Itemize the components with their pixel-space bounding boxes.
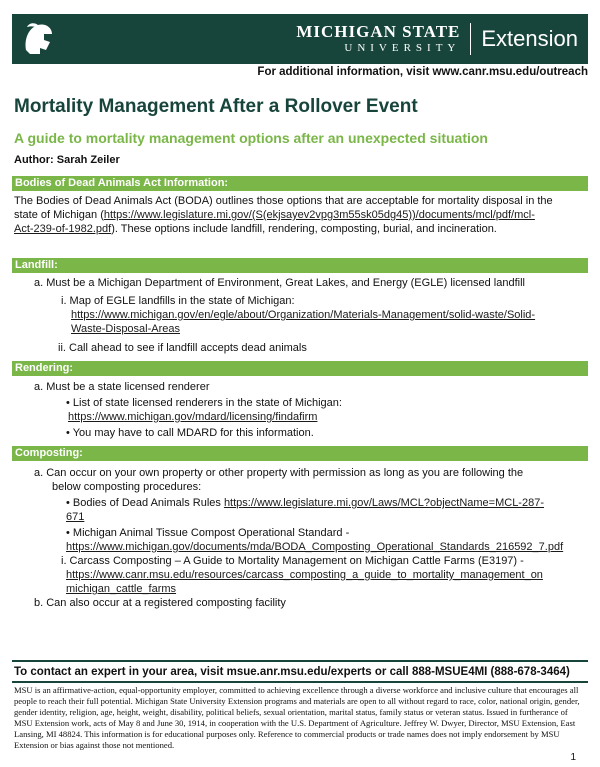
info-line: For additional information, visit www.canr.msu.edu/outreach — [257, 66, 588, 78]
brand-university: UNIVERSITY — [344, 42, 461, 54]
carcass-composting-guide-link[interactable]: https://www.canr.msu.edu/resources/carcass_composting_a_guide_to_mortality_management_on — [66, 569, 543, 581]
msu-extension-logo — [296, 20, 578, 58]
boda-text-line1: The Bodies of Dead Animals Act (BODA) outlines those options that are acceptable for mortality disposal in the — [14, 195, 553, 207]
landfill-item-a: a. Must be a Michigan Department of Environment, Great Lakes, and Energy (EGLE) licensed landfill — [34, 277, 525, 289]
composting-bullet-1 — [66, 496, 544, 510]
boda-text-prefix: state of Michigan ( — [14, 209, 104, 221]
composting-item-i: i. Carcass Composting – A Guide to Mortality Management on Michigan Cattle Farms (E3197) - — [61, 555, 524, 567]
composting-bullet-1-cont — [66, 510, 84, 524]
section-heading-boda: Bodies of Dead Animals Act Information: — [12, 176, 588, 191]
page-title: Mortality Management After a Rollover Event — [14, 96, 418, 117]
disclaimer: MSU is an affirmative-action, equal-opportunity employer, committed to achieving excellence through a diverse workforce and inclusive culture that encourages all people to reach their full potential. Michigan State University Extension programs and materials are open to all without regard to race, color, national origin, gender, gender identity, religion, age, height, weight, disability, political beliefs, sexual orientation, marital status, family status or veteran status. Issued in furtherance of MSU Extension work, acts of May 8 and June 30, 1914, in cooperation with the U.S. Department of Agriculture. Jeffrey W. Dwyer, Director, MSU Extension, East Lansing, MI 48824. This information is for educational purposes only. Reference to commercial products or trade names does not imply endorsement by MSU Extension or bias against those not mentioned. — [14, 685, 580, 750]
composting-bullet-2-link-line — [66, 540, 563, 554]
rendering-item-a: a. Must be a state licensed renderer — [34, 381, 210, 393]
header-bar — [12, 14, 588, 64]
egle-landfill-link-cont[interactable]: Waste-Disposal-Areas — [71, 323, 181, 335]
boda-act-link-cont[interactable]: Act-239-of-1982.pdf — [14, 223, 112, 235]
contact-line: To contact an expert in your area, visit msue.anr.msu.edu/experts or call 888-MSUE4MI (888-678-3464) — [14, 666, 570, 678]
landfill-link-line1 — [71, 308, 535, 322]
composting-item-a-line2: below composting procedures: — [52, 481, 202, 493]
composting-i-link-line1 — [66, 568, 543, 582]
rendering-link-line — [68, 410, 317, 424]
boda-rules-link-cont[interactable]: 671 — [66, 511, 85, 523]
boda-text-line2 — [14, 208, 535, 222]
composting-bullet-2: • Michigan Animal Tissue Compost Operational Standard - — [66, 527, 350, 539]
landfill-item-ii: ii. Call ahead to see if landfill accepts dead animals — [58, 342, 307, 354]
rendering-bullet-1: • List of state licensed renderers in the state of Michigan: — [66, 397, 342, 409]
composting-item-b: b. Can also occur at a registered composting facility — [34, 597, 286, 609]
mdard-findafirm-link[interactable]: https://www.michigan.gov/mdard/licensing/findafirm — [68, 411, 318, 423]
boda-rules-link[interactable]: https://www.legislature.mi.gov/Laws/MCL?objectName=MCL-287- — [223, 497, 544, 509]
landfill-item-i: i. Map of EGLE landfills in the state of Michigan: — [61, 295, 295, 307]
footer-divider-bottom — [12, 681, 588, 683]
landfill-link-line2 — [71, 322, 180, 336]
author: Author: Sarah Zeiler — [14, 154, 120, 166]
composting-item-a-line1: a. Can occur on your own property or other property with permission as long as you are following the — [34, 467, 524, 479]
brand-extension: Extension — [481, 26, 578, 51]
compost-standard-link[interactable]: https://www.michigan.gov/documents/mda/BODA_Composting_Operational_Standards_216592_7.pdf — [66, 541, 564, 553]
boda-text-suffix: ). These options include landfill, rendering, composting, burial, and incineration. — [111, 223, 497, 235]
footer-divider-top — [12, 660, 588, 662]
page-subtitle: A guide to mortality management options after an unexpected situation — [14, 130, 488, 146]
composting-i-link-line2 — [66, 582, 176, 596]
brand-michigan-state: MICHIGAN STATE — [296, 22, 461, 41]
section-heading-composting: Composting: — [12, 446, 588, 461]
page-number: 1 — [570, 752, 576, 763]
spartan-helmet-icon — [20, 20, 56, 58]
egle-landfill-link[interactable]: https://www.michigan.gov/en/egle/about/Organization/Materials-Management/solid-waste/Solid- — [71, 309, 536, 321]
carcass-composting-guide-link-cont[interactable]: michigan_cattle_farms — [66, 583, 177, 595]
boda-act-link[interactable]: https://www.legislature.mi.gov/(S(ekjsayev2vpg3m55sk05dg45))/documents/mcl/pdf/mcl- — [103, 209, 535, 221]
boda-text-line3 — [14, 222, 497, 236]
section-heading-landfill: Landfill: — [12, 258, 588, 273]
section-heading-rendering: Rendering: — [12, 361, 588, 376]
rendering-bullet-2: • You may have to call MDARD for this information. — [66, 427, 314, 439]
composting-bullet-1-label: • Bodies of Dead Animals Rules — [66, 497, 224, 509]
